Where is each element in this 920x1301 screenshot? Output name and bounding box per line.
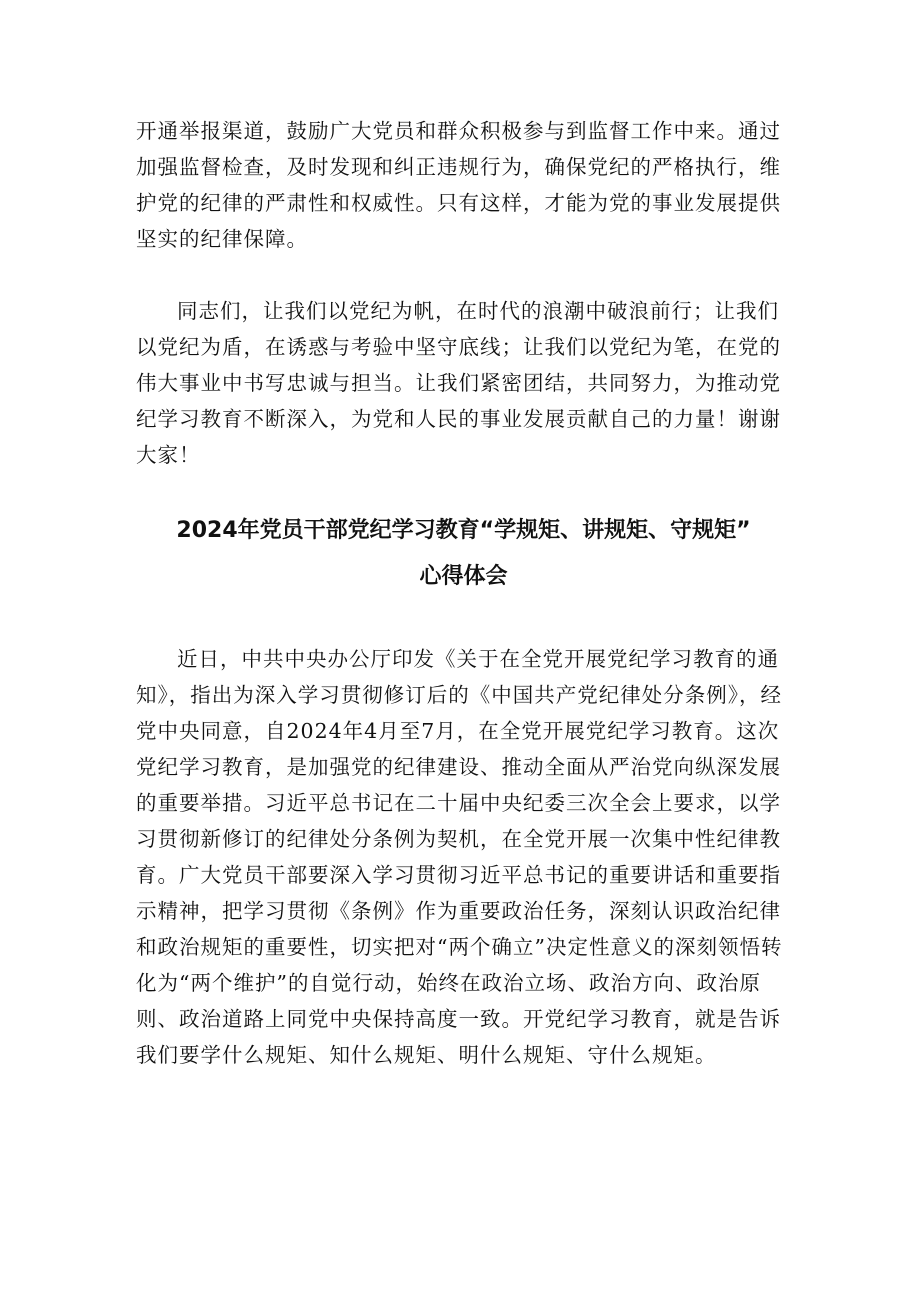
article-title-line2: 心得体会 — [419, 564, 508, 589]
closing-paragraph: 同志们，让我们以党纪为帆，在时代的浪潮中破浪前行；让我们以党纪为盾，在诱惑与考验中坚守底线；让我们以党纪为笔，在党的伟大事业中书写忠诚与担当。让我们紧密团结，共同努力，为推动党纪学习教育不断深入，为党和人民的事业发展贡献自己的力量！谢谢大家！ — [136, 299, 781, 467]
article-title-line1: 2024年党员干部党纪学习教育“学规矩、讲规矩、守规矩” — [176, 518, 751, 543]
article-title — [136, 508, 791, 600]
continuation-paragraph: 开通举报渠道，鼓励广大党员和群众积极参与到监督工作中来。通过加强监督检查，及时发现和纠正违规行为，确保党纪的严格执行，维护党的纪律的严肃性和权威性。只有这样，才能为党的事业发展提供坚实的纪律保障。 — [136, 119, 781, 251]
intro-paragraph: 近日，中共中央办公厅印发《关于在全党开展党纪学习教育的通知》，指出为深入学习贯彻修订后的《中国共产党纪律处分条例》，经党中央同意，自2024年4月至7月，在全党开展党纪学习教育。这次党纪学习教育，是加强党的纪律建设、推动全面从严治党向纵深发展的重要举措。习近平总书记在二十届中央纪委三次全会上要求，以学习贯彻新修订的纪律处分条例为契机，在全党开展一次集中性纪律教育。广大党员干部要深入学习贯彻习近平总书记的重要讲话和重要指示精神，把学习贯彻《条例》作为重要政治任务，深刻认识政治纪律和政治规矩的重要性，切实把对“两个确立”决定性意义的深刻领悟转化为“两个维护”的自觉行动，始终在政治立场、政治方向、政治原则、政治道路上同党中央保持高度一致。开党纪学习教育，就是告诉我们要学什么规矩、知什么规矩、明什么规矩、守什么规矩。 — [136, 647, 783, 1067]
